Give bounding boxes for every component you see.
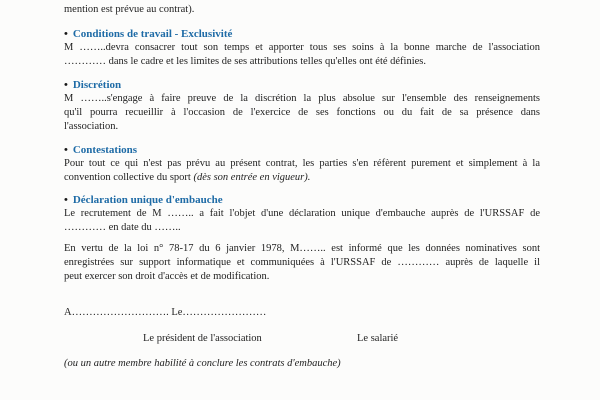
paragraph-line: M ……..s'engage à faire preuve de la discrétion la plus absolue sur l'ensemble des renseignements <box>64 93 540 104</box>
section-heading-label: Conditions de travail - Exclusivité <box>72 28 233 40</box>
paragraph-text-italic: (dès son entrée en vigueur). <box>193 172 311 183</box>
bullet-icon: • <box>64 79 68 91</box>
section-heading-conditions <box>64 27 540 41</box>
bullet-icon: • <box>64 144 68 156</box>
paragraph-line: l'association. <box>64 121 119 132</box>
paragraph-line: ………… dans le cadre et les limites de ses attributions telles qu'elles ont été définies. <box>64 56 427 67</box>
signature-labels-row <box>64 332 540 346</box>
signature-place-date-line: A………………………. Le…………………… <box>64 307 267 318</box>
intro-line: mention est prévue au contrat). <box>64 4 195 15</box>
paragraph-line: Pour tout ce qui n'est pas prévu au présent contrat, les parties s'en réfèrent purement et simplement à la <box>64 158 540 169</box>
section-heading-contestations <box>64 143 540 157</box>
employee-label: Le salarié <box>357 333 399 344</box>
section-heading-label: Contestations <box>72 144 138 156</box>
section-heading-label: Discrétion <box>72 79 122 91</box>
paragraph-line: qu'il pourra recueillir à l'occasion de l'exercice de ses fonctions ou du fait de sa présence dans <box>64 107 540 118</box>
president-label: Le président de l'association <box>143 333 262 344</box>
paragraph-line: M ……..devra consacrer tout son temps et apporter tous ses soins à la bonne marche de l'association <box>64 42 540 53</box>
section-heading-label: Déclaration unique d'embauche <box>72 194 223 206</box>
section-heading-declaration <box>64 193 540 207</box>
bullet-icon: • <box>64 194 68 206</box>
paragraph-line: En vertu de la loi n° 78-17 du 6 janvier 1978, M…….. est informé que les données nominatives sont <box>64 243 540 254</box>
paragraph-line: Le recrutement de M …….. a fait l'objet d'une déclaration unique d'embauche auprès de l'URSSAF de <box>64 208 540 219</box>
footnote-line: (ou un autre membre habilité à conclure les contrats d'embauche) <box>64 358 341 369</box>
paragraph-text: convention collective du sport <box>64 172 194 183</box>
section-heading-discretion <box>64 78 540 92</box>
paragraph-line: enregistrées sur support informatique et communiquées à l'URSSAF de ………… auprès de laquelle il <box>64 257 540 268</box>
paragraph-line: ………… en date du …….. <box>64 222 181 233</box>
paragraph-line: peut exercer son droit d'accès et de modification. <box>64 271 270 282</box>
paragraph-line <box>64 171 540 185</box>
bullet-icon: • <box>64 28 68 40</box>
